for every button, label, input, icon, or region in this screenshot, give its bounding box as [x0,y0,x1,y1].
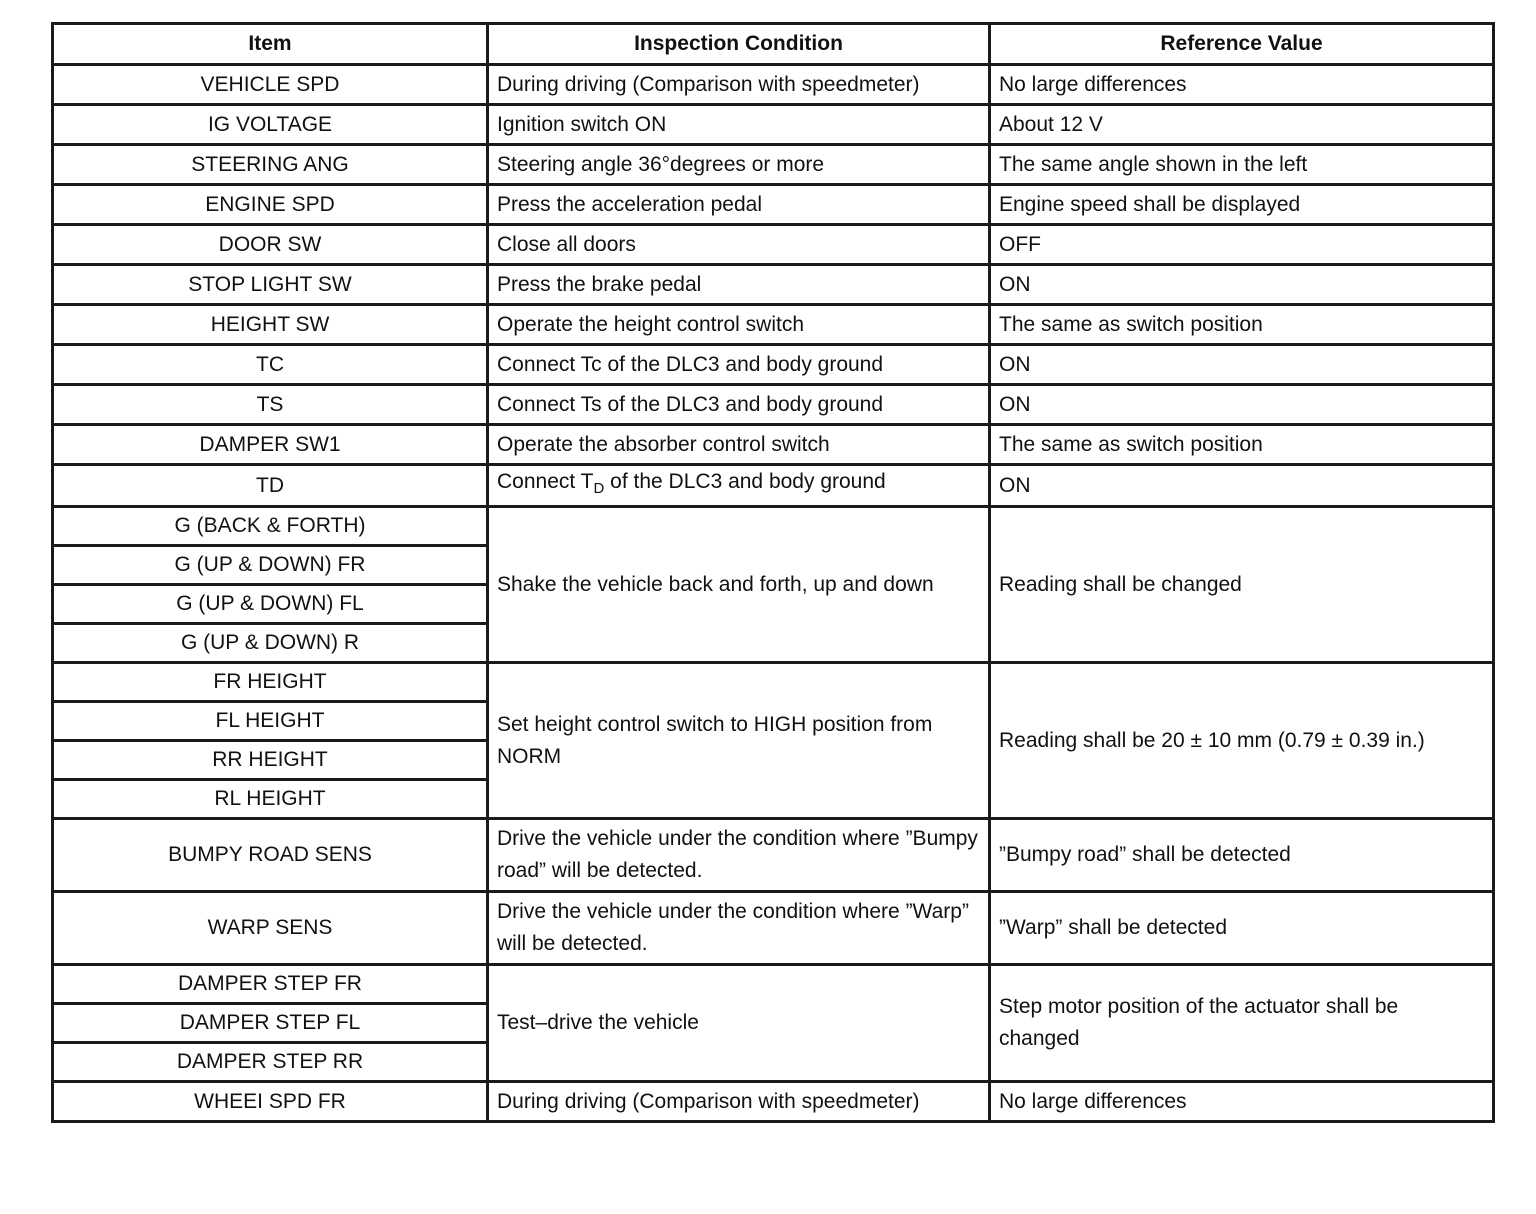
item-cell: WARP SENS [53,892,488,965]
table-row [53,1082,1494,1122]
reference-cell: No large differences [990,65,1494,105]
condition-cell: Connect Ts of the DLC3 and body ground [488,385,990,425]
condition-subscript: D [593,480,605,498]
condition-cell: Drive the vehicle under the condition where ”Bumpy road” will be detected. [488,819,990,892]
condition-cell: Operate the height control switch [488,305,990,345]
condition-prefix: Connect T [497,470,594,493]
table-row [53,385,1494,425]
item-cell: G (UP & DOWN) FR [53,546,488,585]
item-cell: DAMPER STEP FR [53,965,488,1004]
item-cell: TS [53,385,488,425]
table-header-row [53,24,1494,65]
item-cell: RL HEIGHT [53,780,488,819]
reference-cell: No large differences [990,1082,1494,1122]
item-cell: ENGINE SPD [53,185,488,225]
reference-cell: About 12 V [990,105,1494,145]
item-cell: TD [53,465,488,507]
item-cell: G (UP & DOWN) R [53,624,488,663]
table-row [53,305,1494,345]
item-cell: FL HEIGHT [53,702,488,741]
table-row [53,65,1494,105]
reference-cell: ON [990,345,1494,385]
item-cell: STEERING ANG [53,145,488,185]
condition-cell: Set height control switch to HIGH position from NORM [488,663,990,819]
condition-cell: Operate the absorber control switch [488,425,990,465]
condition-cell: Test–drive the vehicle [488,965,990,1082]
item-cell: DOOR SW [53,225,488,265]
header-item: Item [53,24,488,65]
reference-cell: ”Bumpy road” shall be detected [990,819,1494,892]
reference-cell: The same as switch position [990,305,1494,345]
reference-cell: The same angle shown in the left [990,145,1494,185]
item-cell: WHEEI SPD FR [53,1082,488,1122]
table-row [53,105,1494,145]
table-row [53,507,1494,546]
reference-cell: Reading shall be 20 ± 10 mm (0.79 ± 0.39 in.) [990,663,1494,819]
table-row [53,425,1494,465]
header-inspection-condition: Inspection Condition [488,24,990,65]
reference-cell: ON [990,465,1494,507]
table-row [53,965,1494,1004]
condition-cell: Close all doors [488,225,990,265]
table-row [53,465,1494,507]
header-reference-value: Reference Value [990,24,1494,65]
inspection-table [51,22,1495,1123]
reference-cell: ”Warp” shall be detected [990,892,1494,965]
item-cell: G (BACK & FORTH) [53,507,488,546]
condition-cell: During driving (Comparison with speedmeter) [488,65,990,105]
table-row [53,345,1494,385]
condition-cell: Connect Tc of the DLC3 and body ground [488,345,990,385]
item-cell: RR HEIGHT [53,741,488,780]
item-cell: TC [53,345,488,385]
reference-cell: Reading shall be changed [990,507,1494,663]
item-cell: DAMPER SW1 [53,425,488,465]
reference-cell: ON [990,265,1494,305]
item-cell: DAMPER STEP RR [53,1043,488,1082]
condition-cell: Steering angle 36°degrees or more [488,145,990,185]
condition-suffix: of the DLC3 and body ground [604,470,886,493]
condition-cell [488,465,990,507]
reference-cell: ON [990,385,1494,425]
item-cell: HEIGHT SW [53,305,488,345]
table-row [53,265,1494,305]
item-cell: G (UP & DOWN) FL [53,585,488,624]
item-cell: IG VOLTAGE [53,105,488,145]
item-cell: STOP LIGHT SW [53,265,488,305]
condition-cell: Drive the vehicle under the condition where ”Warp” will be detected. [488,892,990,965]
condition-cell: During driving (Comparison with speedmeter) [488,1082,990,1122]
table-row [53,663,1494,702]
item-cell: BUMPY ROAD SENS [53,819,488,892]
table-row [53,145,1494,185]
reference-cell: OFF [990,225,1494,265]
item-cell: VEHICLE SPD [53,65,488,105]
reference-cell: Engine speed shall be displayed [990,185,1494,225]
item-cell: FR HEIGHT [53,663,488,702]
item-cell: DAMPER STEP FL [53,1004,488,1043]
reference-cell: Step motor position of the actuator shall be changed [990,965,1494,1082]
condition-cell: Ignition switch ON [488,105,990,145]
condition-cell: Press the acceleration pedal [488,185,990,225]
table-row [53,225,1494,265]
condition-cell: Press the brake pedal [488,265,990,305]
table-row [53,185,1494,225]
table-row [53,892,1494,965]
table-row [53,819,1494,892]
reference-cell: The same as switch position [990,425,1494,465]
condition-cell: Shake the vehicle back and forth, up and down [488,507,990,663]
